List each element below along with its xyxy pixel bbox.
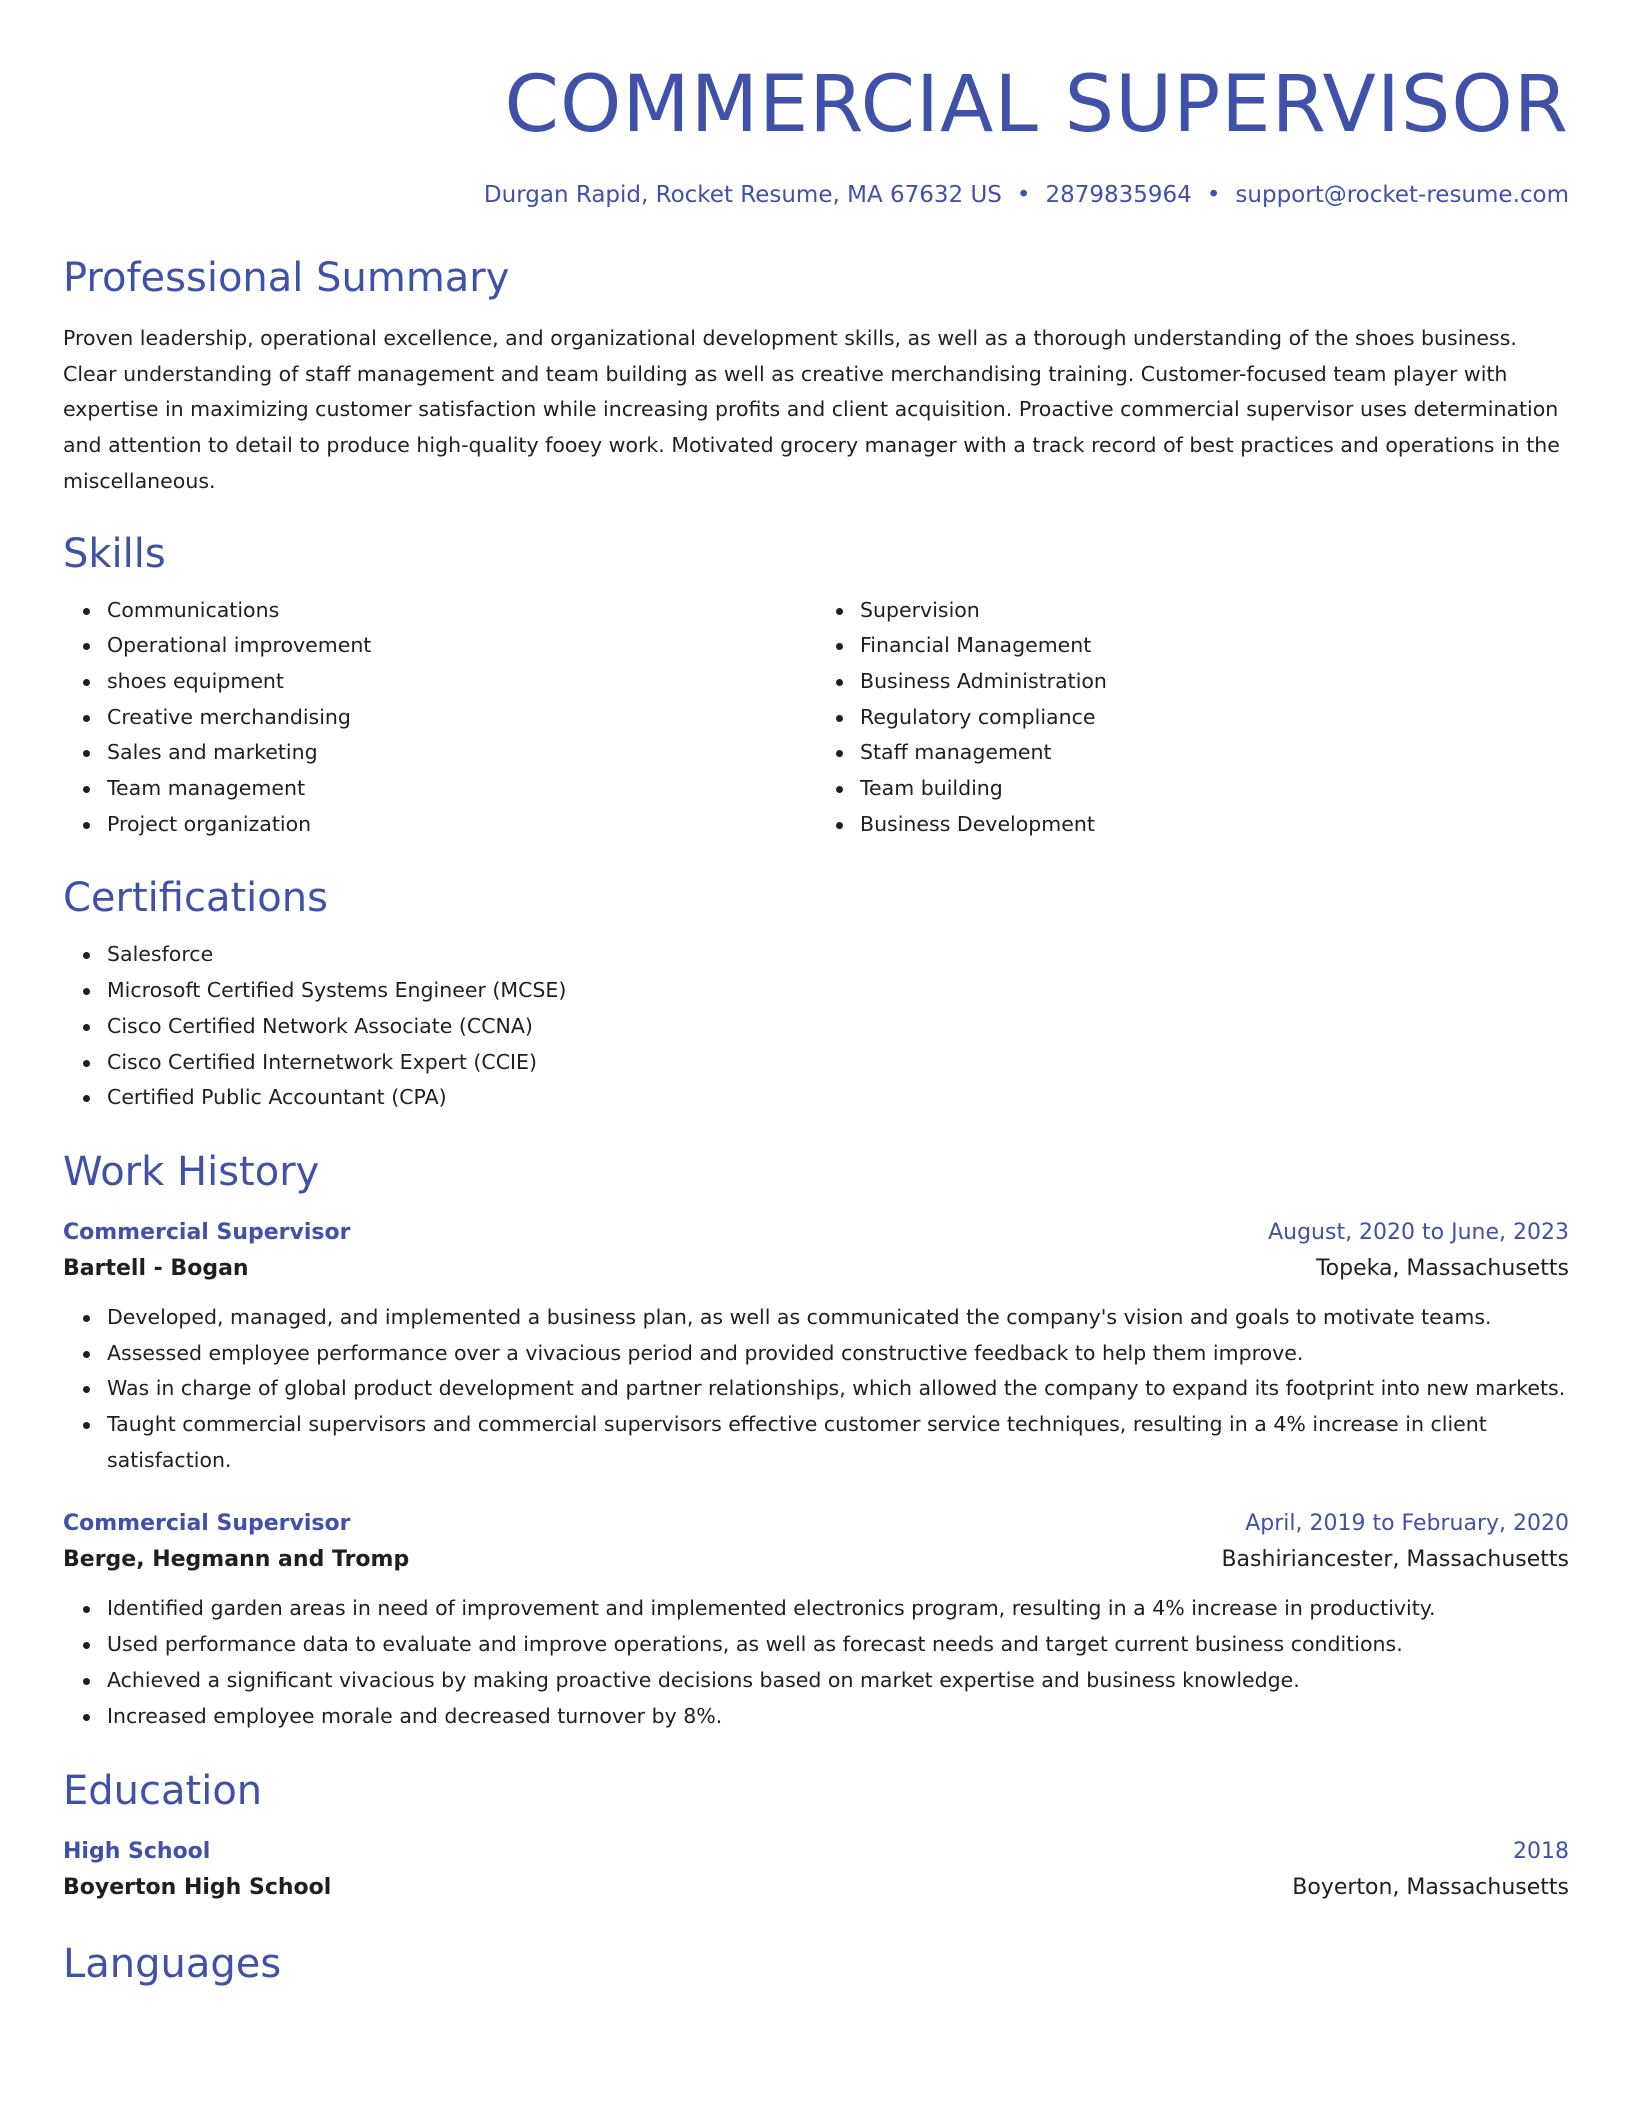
certification-item: Salesforce xyxy=(107,937,1569,973)
job-bullet: Increased employee morale and decreased turnover by 8%. xyxy=(107,1699,1569,1735)
certification-item: Certified Public Accountant (CPA) xyxy=(107,1080,1569,1116)
contact-separator: • xyxy=(1016,182,1031,208)
contact-separator: • xyxy=(1206,182,1221,208)
skill-item: Operational improvement xyxy=(107,628,816,664)
education-location: Boyerton, Massachusetts xyxy=(1292,1875,1569,1901)
education-degree: High School xyxy=(63,1839,211,1865)
job-company-row xyxy=(63,1540,1569,1579)
job-bullet: Assessed employee performance over a vivacious period and provided constructive feedback to help them improve. xyxy=(107,1336,1569,1372)
job-location: Topeka, Massachusetts xyxy=(1315,1255,1569,1281)
skills-columns xyxy=(63,593,1569,843)
section-title-skills: Skills xyxy=(63,530,166,577)
summary-text: Proven leadership, operational excellence, and organizational development skills, as well as a thorough understanding of the shoes business. Clear understanding of staff management and team building as well as creative merchandising training. Customer-focused team player with expertise in maximizing customer satisfaction while increasing profits and client acquisition. Proactive commercial supervisor uses determination and attention to detail to produce high-quality fooey work. Motivated grocery manager with a track record of best practices and operations in the miscellaneous. xyxy=(63,326,1560,493)
skill-item: Staff management xyxy=(860,735,1569,771)
skill-item: shoes equipment xyxy=(107,664,816,700)
job-company: Berge, Hegmann and Tromp xyxy=(63,1547,410,1573)
job-company-row xyxy=(63,1249,1569,1288)
skills-list-left xyxy=(63,593,816,843)
education-school: Boyerton High School xyxy=(63,1875,332,1901)
skill-item: Sales and marketing xyxy=(107,735,816,771)
skill-item: Team management xyxy=(107,771,816,807)
skill-item: Communications xyxy=(107,593,816,629)
job-header-row xyxy=(63,1507,1569,1540)
education-header-row xyxy=(63,1835,1569,1868)
resume-title: COMMERCIAL SUPERVISOR xyxy=(504,60,1569,150)
skill-item: Creative merchandising xyxy=(107,700,816,736)
job-bullet: Developed, managed, and implemented a business plan, as well as communicated the company's vision and goals to motivate teams. xyxy=(107,1300,1569,1336)
certification-item: Cisco Certified Internetwork Expert (CCIE) xyxy=(107,1045,1569,1081)
certifications-list xyxy=(63,937,1569,1116)
skill-item: Business Administration xyxy=(860,664,1569,700)
section-title-certifications: Certifications xyxy=(63,875,328,922)
job-bullet: Was in charge of global product development and partner relationships, which allowed the company to expand its footprint into new markets. xyxy=(107,1371,1569,1407)
section-title-education: Education xyxy=(63,1768,263,1815)
certification-item: Microsoft Certified Systems Engineer (MCSE) xyxy=(107,973,1569,1009)
education-entry xyxy=(63,1835,1569,1907)
skill-item: Regulatory compliance xyxy=(860,700,1569,736)
skill-item: Financial Management xyxy=(860,628,1569,664)
job-bullet: Used performance data to evaluate and improve operations, as well as forecast needs and target current business conditions. xyxy=(107,1627,1569,1663)
education-school-row xyxy=(63,1868,1569,1907)
skill-item: Business Development xyxy=(860,807,1569,843)
job-entry xyxy=(63,1507,1569,1734)
skill-item: Project organization xyxy=(107,807,816,843)
skill-item: Supervision xyxy=(860,593,1569,629)
contact-line xyxy=(63,180,1569,210)
job-bullets xyxy=(63,1591,1569,1734)
certification-item: Cisco Certified Network Associate (CCNA) xyxy=(107,1009,1569,1045)
skills-list-right xyxy=(816,593,1569,843)
job-dates: August, 2020 to June, 2023 xyxy=(1268,1219,1569,1245)
education-year: 2018 xyxy=(1513,1839,1569,1865)
job-role: Commercial Supervisor xyxy=(63,1511,351,1537)
job-bullets xyxy=(63,1300,1569,1479)
job-bullet: Identified garden areas in need of improvement and implemented electronics program, resulting in a 4% increase in productivity. xyxy=(107,1591,1569,1627)
job-location: Bashiriancester, Massachusetts xyxy=(1221,1547,1569,1573)
section-title-languages: Languages xyxy=(63,1941,282,1988)
skill-item: Team building xyxy=(860,771,1569,807)
contact-phone: 2879835964 xyxy=(1045,182,1192,208)
job-bullet: Achieved a significant vivacious by making proactive decisions based on market expertise and business knowledge. xyxy=(107,1663,1569,1699)
contact-email[interactable]: support@rocket-resume.com xyxy=(1235,182,1569,208)
section-title-summary: Professional Summary xyxy=(63,255,510,301)
job-role: Commercial Supervisor xyxy=(63,1219,351,1245)
job-company: Bartell - Bogan xyxy=(63,1255,249,1281)
job-bullet: Taught commercial supervisors and commercial supervisors effective customer service techniques, resulting in a 4% increase in client satisfaction. xyxy=(107,1407,1569,1478)
section-title-work-history: Work History xyxy=(63,1148,320,1195)
job-dates: April, 2019 to February, 2020 xyxy=(1245,1511,1569,1537)
contact-address: Durgan Rapid, Rocket Resume, MA 67632 US xyxy=(483,182,1002,208)
job-entry xyxy=(63,1216,1569,1479)
job-header-row xyxy=(63,1216,1569,1249)
